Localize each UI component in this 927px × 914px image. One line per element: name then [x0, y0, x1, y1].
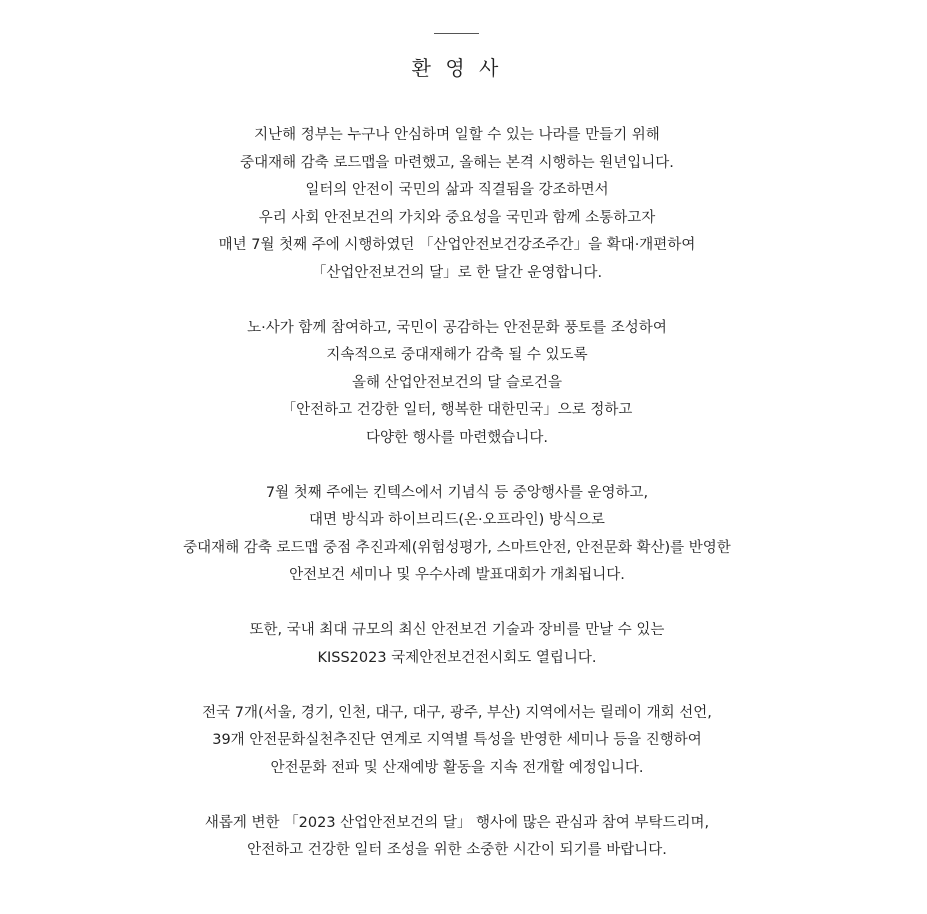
text-line: KISS2023 국제안전보건전시회도 열립니다. [317, 649, 597, 666]
text-line: 새롭게 변한 「2023 산업안전보건의 달」 행사에 많은 관심과 참여 부탁드리며, [204, 814, 710, 831]
paragraph-slogan [0, 315, 914, 453]
text-line: 매년 7월 첫째 주에 시행하였던 「산업안전보건강조주간」을 확대·개편하여 [218, 237, 696, 253]
text-line: 안전하고 건강한 일터 조성을 위한 소중한 시간이 되기를 바랍니다. [247, 842, 667, 858]
text-line: 다양한 행사를 마련했습니다. [366, 429, 548, 446]
text-line: 대면 방식과 하이브리드(온·오프라인) 방식으로 [309, 512, 605, 528]
paragraph-central-event [0, 480, 914, 590]
text-line: 지속적으로 중대재해가 감축 될 수 있도록 [326, 347, 588, 363]
text-line: 「안전하고 건강한 일터, 행복한 대한민국」으로 정하고 [281, 402, 633, 418]
page-title: 환 영 사 [411, 56, 503, 80]
text-line: 일터의 안전이 국민의 삶과 직결됨을 강조하면서 [305, 182, 609, 198]
welcome-message-body [0, 122, 914, 865]
text-line: 노·사가 함께 참여하고, 국민이 공감하는 안전문화 풍토를 조성하여 [247, 319, 667, 336]
text-line: 안전보건 세미나 및 우수사례 발표대회가 개최됩니다. [289, 567, 625, 583]
text-line: 또한, 국내 최대 규모의 최신 안전보건 기술과 장비를 만날 수 있는 [249, 622, 665, 638]
text-line: 올해 산업안전보건의 달 슬로건을 [352, 374, 562, 391]
text-line: 7월 첫째 주에는 킨텍스에서 기념식 등 중앙행사를 운영하고, [265, 484, 649, 501]
title-divider [434, 33, 479, 34]
text-line: 안전문화 전파 및 산재예방 활동을 지속 전개할 예정입니다. [270, 759, 644, 776]
text-line: 우리 사회 안전보건의 가치와 중요성을 국민과 함께 소통하고자 [258, 209, 656, 226]
text-line: 전국 7개(서울, 경기, 인천, 대구, 대구, 광주, 부산) 지역에서는 릴레이 개회 선언, [202, 704, 712, 721]
paragraph-intro [0, 122, 914, 287]
text-line: 지난해 정부는 누구나 안심하며 일할 수 있는 나라를 만들기 위해 [254, 127, 660, 143]
paragraph-closing [0, 810, 914, 865]
text-line: 39개 안전문화실천추진단 연계로 지역별 특성을 반영한 세미나 등을 진행하여 [212, 732, 702, 748]
text-line: 「산업안전보건의 달」로 한 달간 운영합니다. [311, 264, 603, 281]
text-line: 중대재해 감축 로드맵을 마련했고, 올해는 본격 시행하는 원년입니다. [240, 154, 674, 171]
paragraph-regional [0, 700, 914, 783]
paragraph-exhibition [0, 617, 914, 672]
text-line: 중대재해 감축 로드맵 중점 추진과제(위험성평가, 스마트안전, 안전문화 확산)를 반영한 [183, 539, 731, 556]
